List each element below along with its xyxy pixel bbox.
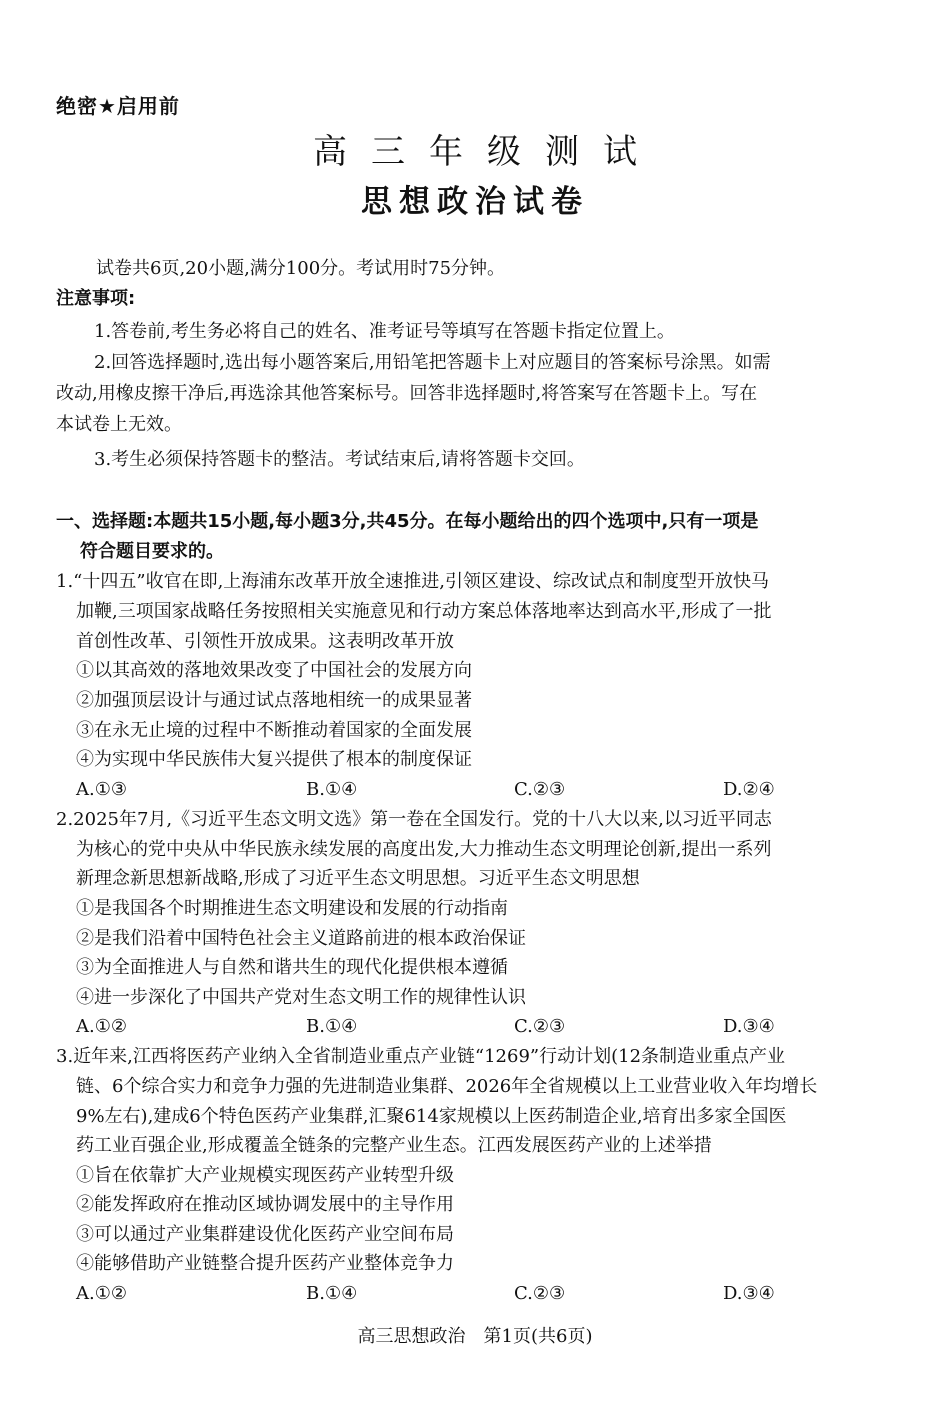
question-stem: 9%左右),建成6个特色医药产业集群,汇聚614家规模以上医药制造企业,培育出多家全国医 (76, 1106, 787, 1127)
note-item: 2.回答选择题时,选出每小题答案后,用铅笔把答题卡上对应题目的答案标号涂黑。如需 (94, 352, 771, 373)
option-a[interactable]: A.①② (76, 1016, 127, 1037)
option-c[interactable]: C.②③ (514, 779, 566, 800)
statement: ②加强顶层设计与通过试点落地相统一的成果显著 (76, 690, 472, 711)
exam-title: 高三年级测试 (313, 132, 661, 172)
question-stem: 药工业百强企业,形成覆盖全链条的完整产业生态。江西发展医药产业的上述举措 (76, 1135, 712, 1156)
statement: ②是我们沿着中国特色社会主义道路前进的根本政治保证 (76, 928, 526, 949)
question-stem: 2.2025年7月,《习近平生态文明文选》第一卷在全国发行。党的十八大以来,以习近平同志 (56, 809, 772, 830)
statement: ④进一步深化了中国共产党对生态文明工作的规律性认识 (76, 987, 526, 1008)
option-d[interactable]: D.③④ (723, 1016, 775, 1037)
option-d[interactable]: D.③④ (723, 1283, 775, 1304)
question-stem: 为核心的党中央从中华民族永续发展的高度出发,大力推动生态文明理论创新,提出一系列 (76, 839, 772, 860)
statement: ③在永无止境的过程中不断推动着国家的全面发展 (76, 720, 472, 741)
notes-heading: 注意事项: (56, 288, 136, 309)
page-footer: 高三思想政治 第1页(共6页) (357, 1326, 593, 1347)
exam-intro: 试卷共6页,20小题,满分100分。考试用时75分钟。 (96, 258, 506, 279)
question-stem: 首创性改革、引领性开放成果。这表明改革开放 (76, 631, 454, 652)
section-heading-cont: 符合题目要求的。 (80, 541, 224, 562)
statement: ①旨在依靠扩大产业规模实现医药产业转型升级 (76, 1165, 454, 1186)
statement: ③为全面推进人与自然和谐共生的现代化提供根本遵循 (76, 957, 508, 978)
note-item: 本试卷上无效。 (56, 414, 182, 435)
question-stem: 3.近年来,江西将医药产业纳入全省制造业重点产业链“1269”行动计划(12条制造业重点产业 (56, 1046, 786, 1067)
statement: ④为实现中华民族伟大复兴提供了根本的制度保证 (76, 749, 472, 770)
answer-options (0, 1013, 950, 1041)
option-a[interactable]: A.①③ (76, 779, 127, 800)
option-a[interactable]: A.①② (76, 1283, 127, 1304)
note-item: 3.考生必须保持答题卡的整洁。考试结束后,请将答题卡交回。 (94, 449, 585, 470)
statement: ①是我国各个时期推进生态文明建设和发展的行动指南 (76, 898, 508, 919)
option-b[interactable]: B.①④ (306, 1016, 358, 1037)
statement: ③可以通过产业集群建设优化医药产业空间布局 (76, 1224, 454, 1245)
option-b[interactable]: B.①④ (306, 779, 358, 800)
note-item: 改动,用橡皮擦干净后,再选涂其他答案标号。回答非选择题时,将答案写在答题卡上。写在 (56, 383, 758, 404)
answer-options (0, 776, 950, 804)
section-heading: 一、选择题:本题共15小题,每小题3分,共45分。在每小题给出的四个选项中,只有一项是 (56, 511, 759, 532)
option-b[interactable]: B.①④ (306, 1283, 358, 1304)
question-stem: 链、6个综合实力和竞争力强的先进制造业集群、2026年全省规模以上工业营业收入年均增长 (76, 1076, 818, 1097)
statement: ④能够借助产业链整合提升医药产业整体竞争力 (76, 1253, 454, 1274)
question-stem: 新理念新思想新战略,形成了习近平生态文明思想。习近平生态文明思想 (76, 868, 640, 889)
secret-label: 绝密★启用前 (56, 94, 180, 118)
question-stem: 加鞭,三项国家战略任务按照相关实施意见和行动方案总体落地率达到高水平,形成了一批 (76, 601, 772, 622)
statement: ①以其高效的落地效果改变了中国社会的发展方向 (76, 660, 472, 681)
option-c[interactable]: C.②③ (514, 1016, 566, 1037)
option-d[interactable]: D.②④ (723, 779, 775, 800)
statement: ②能发挥政府在推动区域协调发展中的主导作用 (76, 1194, 454, 1215)
option-c[interactable]: C.②③ (514, 1283, 566, 1304)
answer-options (0, 1280, 950, 1308)
note-item: 1.答卷前,考生务必将自己的姓名、准考证号等填写在答题卡指定位置上。 (94, 321, 675, 342)
question-stem: 1.“十四五”收官在即,上海浦东改革开放全速推进,引领区建设、综改试点和制度型开放快马 (56, 571, 770, 592)
exam-subject-title: 思想政治试卷 (361, 184, 589, 220)
